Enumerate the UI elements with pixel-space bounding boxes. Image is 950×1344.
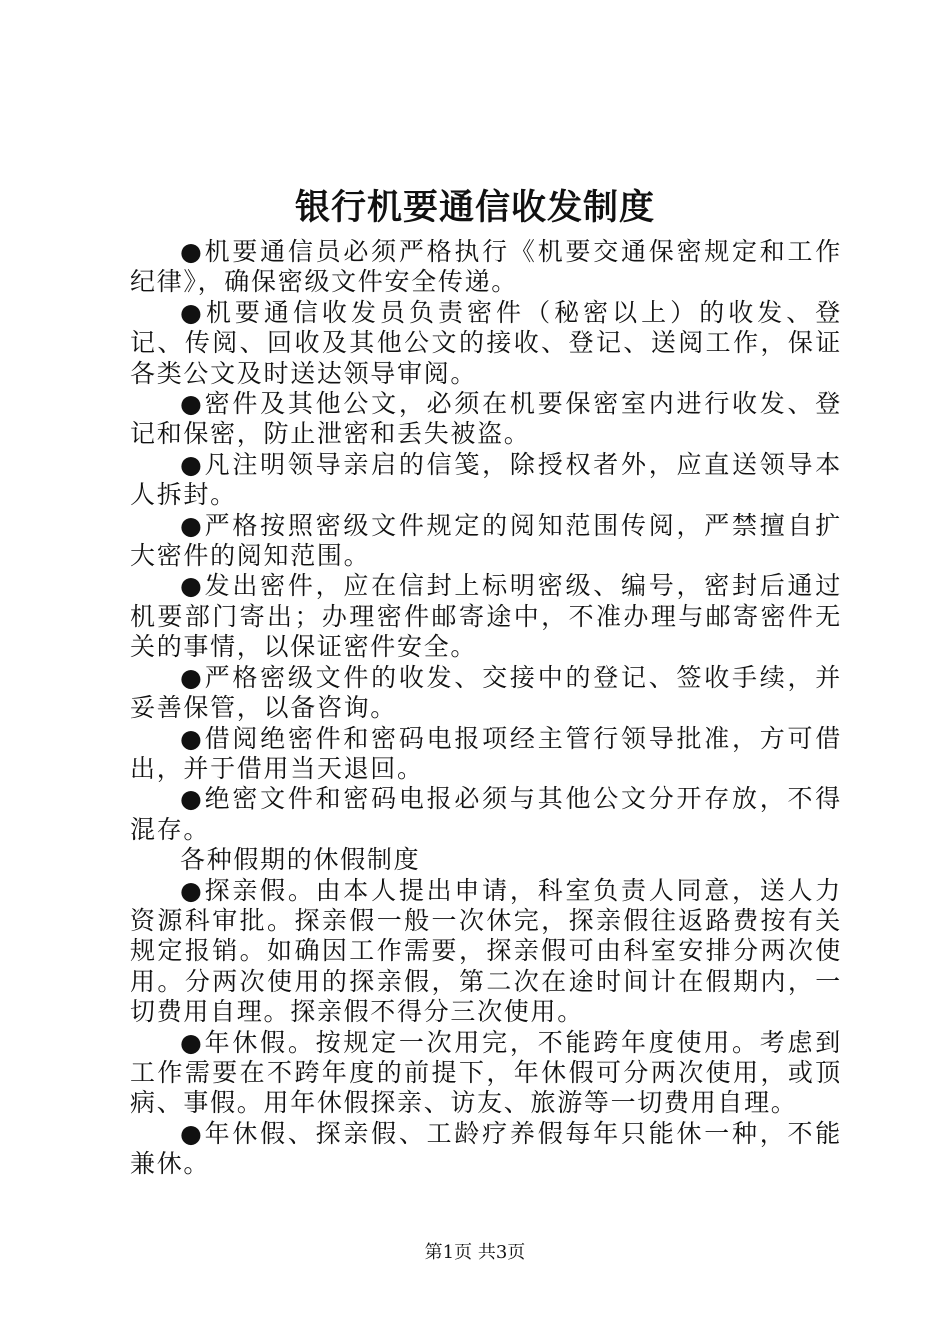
- paragraph: ●严格按照密级文件规定的阅知范围传阅，严禁擅自扩大密件的阅知范围。: [130, 510, 842, 571]
- paragraph: ●年休假、探亲假、工龄疗养假每年只能休一种，不能兼休。: [130, 1118, 842, 1179]
- paragraph: ●严格密级文件的收发、交接中的登记、签收手续，并妥善保管，以备咨询。: [130, 662, 842, 723]
- page-footer: 第1页 共3页: [424, 1242, 526, 1263]
- paragraph: ●年休假。按规定一次用完，不能跨年度使用。考虑到工作需要在不跨年度的前提下，年休假可分两次使用，或顶病、事假。用年休假探亲、访友、旅游等一切费用自理。: [130, 1027, 842, 1118]
- document-title: 银行机要通信收发制度: [294, 187, 655, 228]
- paragraph: ●借阅绝密件和密码电报项经主管行领导批准，方可借出，并于借用当天退回。: [130, 723, 842, 783]
- paragraph: ●机要通信员必须严格执行《机要交通保密规定和工作纪律》，确保密级文件安全传递。: [130, 237, 842, 297]
- paragraph: ●探亲假。由本人提出申请，科室负责人同意，送人力资源科审批。探亲假一般一次休完，探亲假往返路费按有关规定报销。如确因工作需要，探亲假可由科室安排分两次使用。分两次使用的探亲假，第二次在途时间计在假期内，一切费用自理。探亲假不得分三次使用。: [130, 875, 842, 1027]
- document-body: [130, 237, 842, 1180]
- paragraph: ●绝密文件和密码电报必须与其他公文分开存放，不得混存。: [130, 784, 842, 844]
- section-heading: 各种假期的休假制度: [180, 845, 421, 875]
- paragraph: ●机要通信收发员负责密件（秘密以上）的收发、登记、传阅、回收及其他公文的接收、登记、送阅工作，保证各类公文及时送达领导审阅。: [130, 297, 842, 388]
- paragraph: ●发出密件，应在信封上标明密级、编号，密封后通过机要部门寄出；办理密件邮寄途中，不准办理与邮寄密件无关的事情，以保证密件安全。: [130, 571, 842, 662]
- paragraph: ●凡注明领导亲启的信笺，除授权者外，应直送领导本人拆封。: [130, 449, 842, 510]
- paragraph: ●密件及其他公文，必须在机要保密室内进行收发、登记和保密，防止泄密和丢失被盗。: [130, 389, 842, 449]
